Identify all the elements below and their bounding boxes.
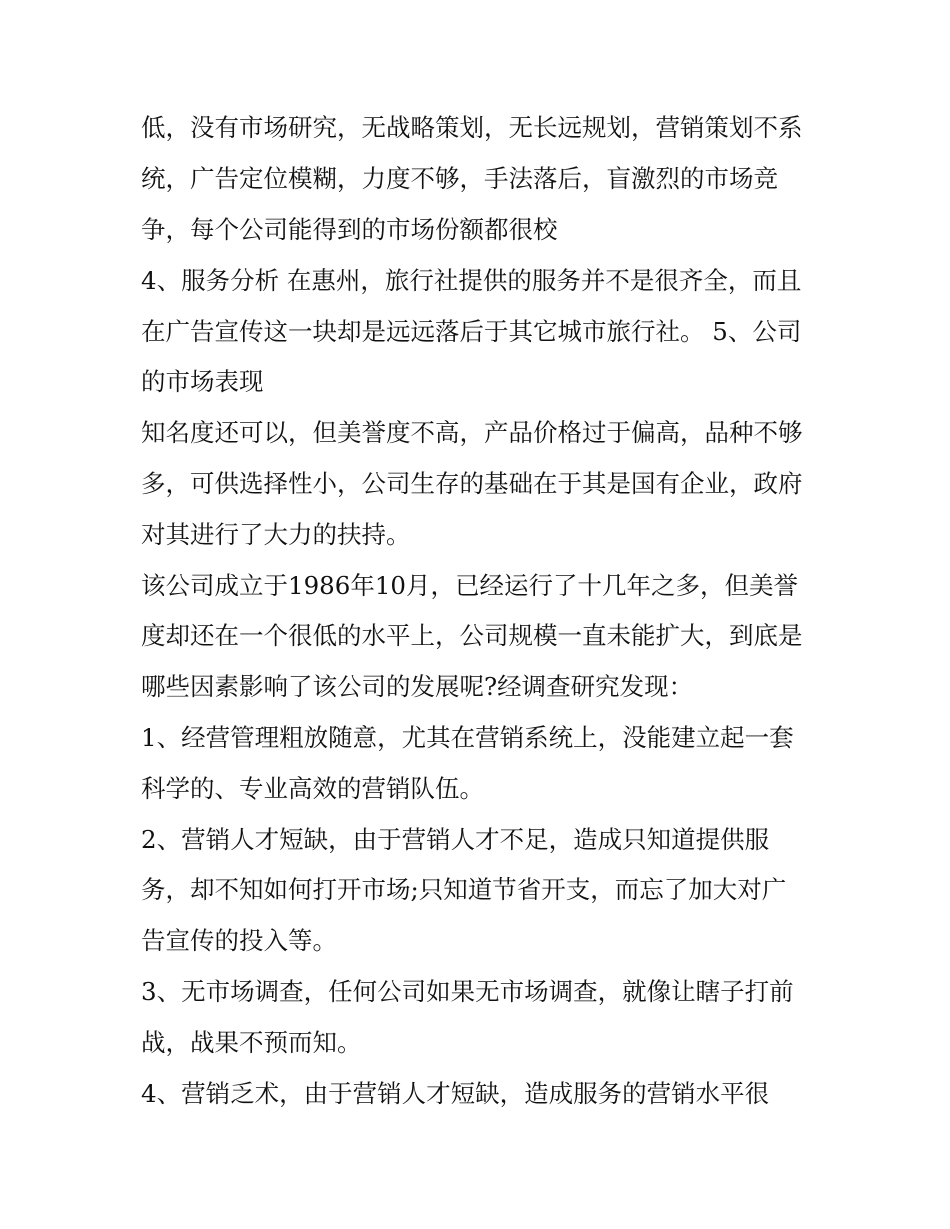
text-line: 多，可供选择性小，公司生存的基础在于其是国有企业，政府 — [141, 469, 803, 498]
text-line: 科学的、专业高效的营销队伍。 — [141, 774, 484, 803]
text-line: 知名度还可以，但美誉度不高，产品价格过于偏高，品种不够 — [141, 418, 803, 447]
text-line: 2、营销人才短缺，由于营销人才不足，造成只知道提供服 — [141, 825, 770, 854]
text-line: 1、经营管理粗放随意，尤其在营销系统上，没能建立起一套 — [141, 723, 794, 752]
text-line: 低，没有市场研究，无战略策划，无长远规划，营销策划不系 — [141, 113, 803, 142]
text-line: 4、服务分析 在惠州，旅行社提供的服务并不是很齐全，而且 — [141, 266, 802, 295]
text-line: 度却还在一个很低的水平上，公司规模一直未能扩大，到底是 — [141, 621, 803, 650]
text-line: 对其进行了大力的扶持。 — [141, 520, 411, 549]
text-line: 告宣传的投入等。 — [141, 926, 337, 955]
text-line: 务，却不知如何打开市场;只知道节省开支，而忘了加大对广 — [141, 875, 787, 904]
text-line: 该公司成立于1986年10月，已经运行了十几年之多，但美誉 — [141, 571, 799, 600]
text-line: 在广告宣传这一块却是远远落后于其它城市旅行社。 5、公司 — [141, 317, 802, 346]
text-line: 统，广告定位模糊，力度不够，手法落后，盲激烈的市场竞 — [141, 164, 778, 193]
text-line: 争，每个公司能得到的市场份额都很校 — [141, 215, 558, 244]
text-line: 4、营销乏术，由于营销人才短缺，造成服务的营销水平很 — [141, 1079, 770, 1108]
text-line: 哪些因素影响了该公司的发展呢?经调查研究发现： — [141, 672, 694, 701]
text-line: 的市场表现 — [141, 367, 264, 396]
text-line: 战，战果不预而知。 — [141, 1028, 362, 1057]
text-line: 3、无市场调查，任何公司如果无市场调查，就像让瞎子打前 — [141, 977, 794, 1006]
